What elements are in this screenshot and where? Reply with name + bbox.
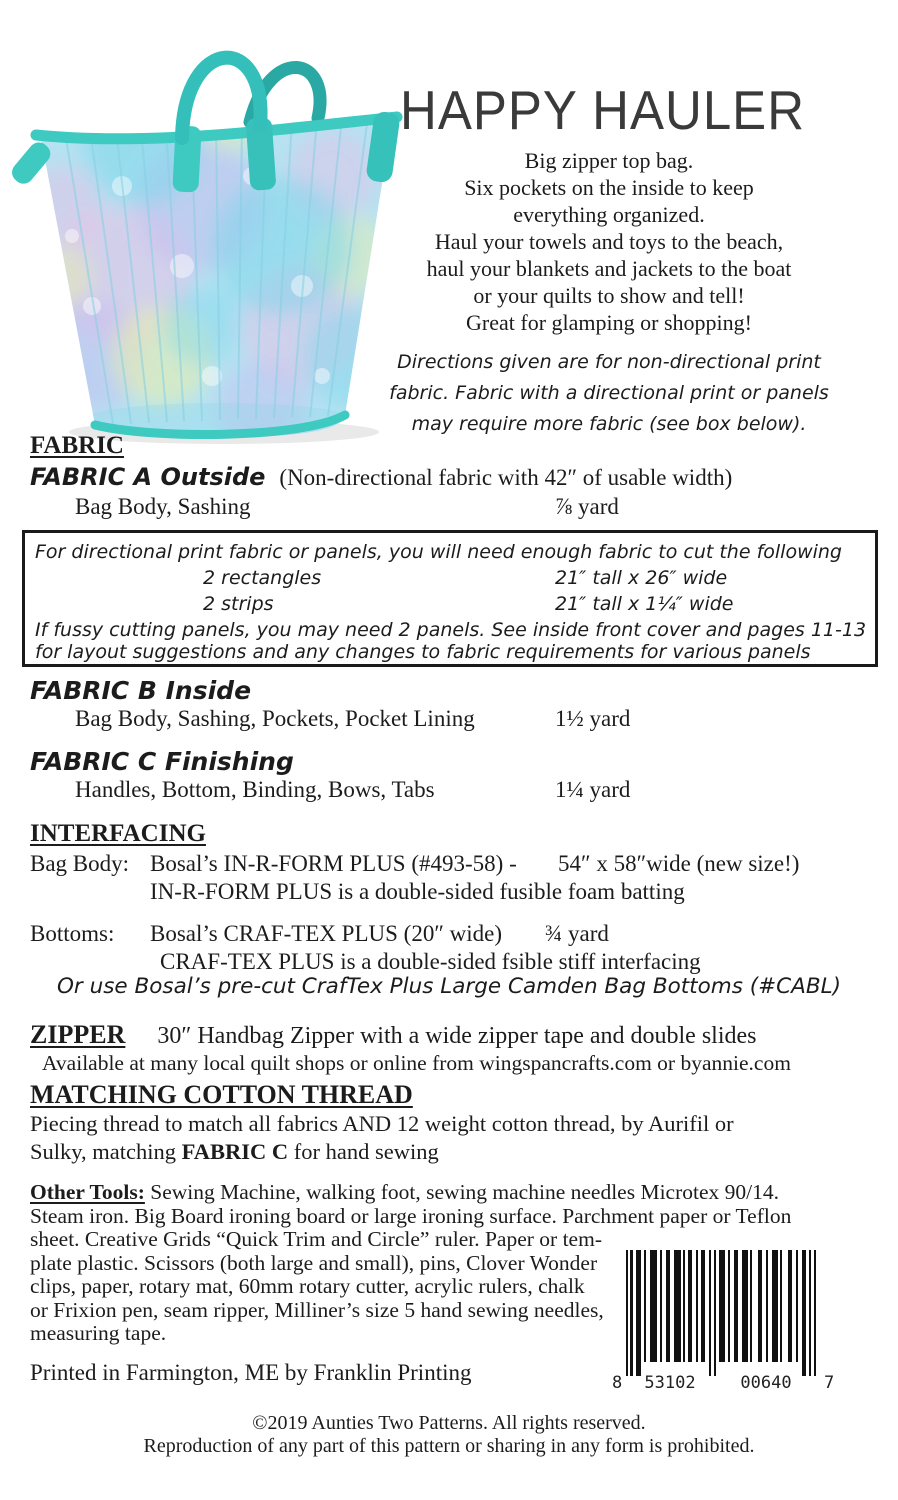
zipper-description: 30″ Handbag Zipper with a wide zipper tape and double slides (157, 1023, 757, 1049)
fabric-heading: FABRIC (30, 432, 124, 459)
box-line5: for layout suggestions and any changes to fabric requirements for various panels (35, 641, 811, 663)
intro-line: everything organized. (513, 202, 705, 227)
zipper-heading: ZIPPER (30, 1020, 126, 1049)
box-row1-item: 2 rectangles (203, 567, 322, 589)
upc-barcode (608, 1250, 840, 1392)
box-row1-size: 21″ tall x 26″ wide (555, 567, 728, 589)
thread-line2-suffix: for hand sewing (288, 1139, 439, 1164)
intro-line: Great for glamping or shopping! (466, 310, 752, 335)
fabric-c-name: FABRIC C Finishing (30, 747, 294, 776)
directions-note-line: fabric. Fabric with a directional print or panels (389, 382, 829, 404)
zipper-row (30, 1020, 757, 1050)
fabric-a-line (30, 463, 732, 491)
box-row2-item: 2 strips (203, 593, 274, 615)
other-tools-line: or Frixion pen, seam ripper, Milliner’s size 5 hand sewing needles, (30, 1297, 604, 1322)
barcode-group1: 53102 (644, 1373, 696, 1392)
interfacing-bagbody-size: 54″ x 58″wide (new size!) (558, 851, 800, 876)
interfacing-bagbody-label: Bag Body: (30, 851, 130, 876)
tote-bag-photo (2, 26, 410, 446)
barcode-left-digit: 8 (612, 1373, 623, 1392)
other-tools-line: Steam iron. Big Board ironing board or large ironing surface. Parchment paper or Teflon (30, 1203, 792, 1228)
directions-note-line: Directions given are for non-directional print (397, 351, 821, 373)
page-title: HAPPY HAULER (400, 79, 806, 141)
thread-line1: Piecing thread to match all fabrics AND 12 weight cotton thread, by Aurifil or (30, 1111, 734, 1136)
barcode-right-digit: 7 (824, 1373, 835, 1392)
interfacing-bottoms-yardage: ¾ yard (545, 921, 609, 946)
directions-note (355, 347, 863, 440)
other-tools-line (30, 1181, 791, 1205)
other-tools-heading: Other Tools: (30, 1180, 145, 1204)
fabric-a-detail: (Non-directional fabric with 42″ of usable width) (279, 465, 733, 490)
fabric-a-item: Bag Body, Sashing (75, 494, 251, 519)
thread-heading: MATCHING COTTON THREAD (30, 1080, 413, 1109)
other-tools-line1: Sewing Machine, walking foot, sewing machine needles Microtex 90/14. (150, 1180, 779, 1204)
directions-note-line: may require more fabric (see box below). (411, 413, 807, 435)
other-tools-line: sheet. Creative Grids “Quick Trim and Circle” ruler. Paper or tem- (30, 1227, 602, 1251)
fabric-c-item: Handles, Bottom, Binding, Bows, Tabs (75, 777, 435, 802)
thread-line2 (30, 1139, 439, 1165)
box-row2-size: 21″ tall x 1¼″ wide (555, 593, 734, 615)
printer-credit: Printed in Farmington, ME by Franklin Printing (30, 1360, 472, 1385)
zipper-availability: Available at many local quilt shops or online from wingspancrafts.com or byannie.com (42, 1051, 791, 1075)
fabric-b-yardage: 1½ yard (555, 706, 631, 731)
intro-description (370, 147, 848, 336)
thread-line2-prefix: Sulky, matching (30, 1139, 182, 1164)
fabric-c-yardage: 1¼ yard (555, 777, 631, 802)
intro-line: Haul your towels and toys to the beach, (434, 229, 784, 254)
other-tools-line: plate plastic. Scissors (both large and small), pins, Clover Wonder (30, 1250, 598, 1275)
barcode-group2: 00640 (740, 1373, 792, 1392)
other-tools-line: measuring tape. (30, 1321, 167, 1345)
box-line4: If fussy cutting panels, you may need 2 panels. See inside front cover and pages 11-13 (35, 619, 867, 641)
intro-line: or your quilts to show and tell! (473, 283, 745, 308)
box-line1: For directional print fabric or panels, you will need enough fabric to cut the following (35, 541, 842, 563)
fabric-b-name: FABRIC B Inside (30, 676, 252, 705)
barcode-bars (626, 1250, 816, 1376)
thread-line2-fabric-c: FABRIC C (181, 1139, 289, 1164)
interfacing-bottoms-product: Bosal’s CRAF-TEX PLUS (20″ wide) (150, 921, 503, 946)
interfacing-bottoms-label: Bottoms: (30, 921, 115, 946)
fabric-a-name: FABRIC A Outside (30, 463, 266, 491)
interfacing-heading: INTERFACING (30, 820, 206, 847)
interfacing-bagbody-product: Bosal’s IN-R-FORM PLUS (#493-58) - (150, 851, 517, 876)
intro-line: haul your blankets and jackets to the boat (426, 256, 792, 281)
other-tools-line: clips, paper, rotary mat, 60mm rotary cutter, acrylic rulers, chalk (30, 1274, 585, 1298)
directional-print-box (22, 530, 878, 667)
interfacing-bottoms-note: CRAF-TEX PLUS is a double-sided fsible stiff interfacing (160, 949, 701, 974)
intro-line: Big zipper top bag. (524, 148, 694, 173)
footer-copyright: ©2019 Aunties Two Patterns. All rights reserved. (252, 1412, 646, 1434)
fabric-a-yardage: ⅞ yard (555, 494, 619, 519)
interfacing-alternative: Or use Bosal’s pre-cut CrafTex Plus Large Camden Bag Bottoms (#CABL) (57, 974, 841, 999)
intro-line: Six pockets on the inside to keep (464, 175, 754, 200)
footer-reproduction: Reproduction of any part of this pattern or sharing in any form is prohibited. (143, 1435, 755, 1457)
interfacing-bagbody-note: IN-R-FORM PLUS is a double-sided fusible foam batting (150, 879, 685, 904)
fabric-b-item: Bag Body, Sashing, Pockets, Pocket Lining (75, 706, 475, 731)
